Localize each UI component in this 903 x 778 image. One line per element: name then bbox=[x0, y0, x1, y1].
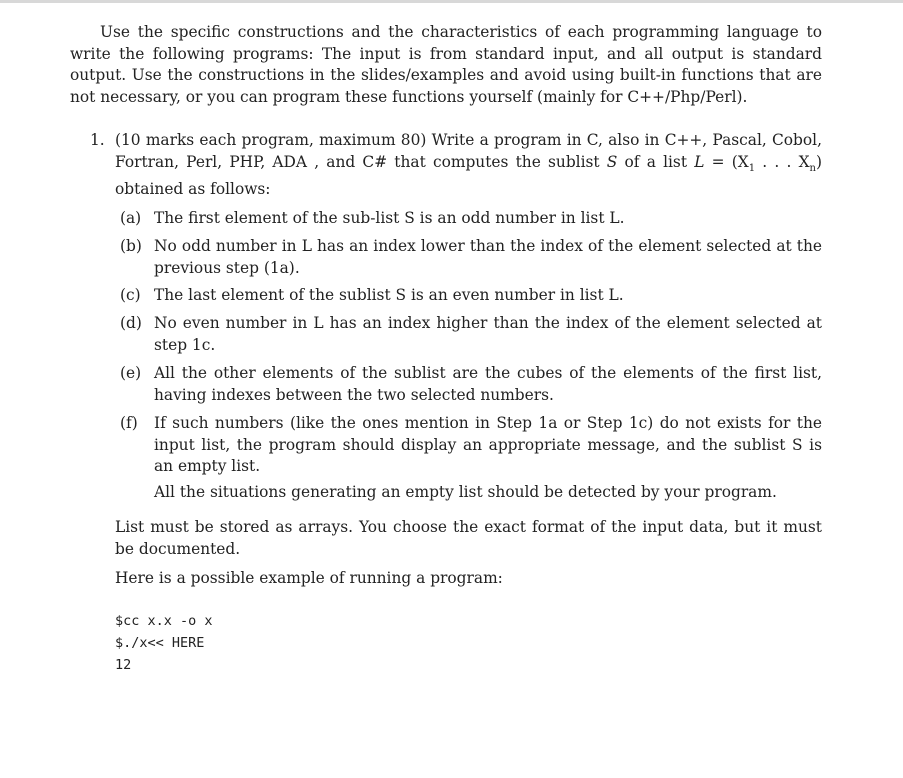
subitem-label: (c) bbox=[120, 286, 141, 304]
subitem-d bbox=[120, 313, 822, 356]
subitem-text: The last element of the sublist S is an even number in list L. bbox=[154, 286, 624, 304]
question-1-text: (10 marks each program, maximum 80) Write a program in C, also in C++, Pascal, Cobol, Fortran, Perl, PHP, ADA , and C# that computes the sublist S of a list $L = (X_1$ . . . $X_n$) obtained as follows: bbox=[115, 131, 822, 199]
subitem-b bbox=[120, 236, 822, 279]
top-border bbox=[0, 0, 903, 3]
subitem-text: If such numbers (like the ones mention in Step 1a or Step 1c) do not exists for the input list, the program should display an appropriate message, and the sublist S is an empty list. bbox=[154, 414, 822, 476]
example-intro: Here is a possible example of running a program: bbox=[115, 569, 503, 587]
subitem-f bbox=[120, 413, 822, 504]
code-line-3: 12 bbox=[115, 657, 132, 673]
subitem-label: (e) bbox=[120, 364, 142, 382]
subitem-label: (a) bbox=[120, 209, 142, 227]
subitem-text: No odd number in L has an index lower than the index of the element selected at the previous step (1a). bbox=[154, 237, 822, 277]
subitem-a bbox=[120, 208, 822, 230]
subitem-label: (f) bbox=[120, 414, 138, 432]
subitem-text: No even number in L has an index higher than the index of the element selected at step 1c. bbox=[154, 314, 822, 354]
subitem-label: (d) bbox=[120, 314, 142, 332]
intro-paragraph: Use the specific constructions and the characteristics of each programming language to write the following programs: The input is from standard input, and all output is standard output. Use the constructions in the slides/examples and avoid using built-in functions that are not necessary, or you can program these functions yourself (mainly for C++/Php/Perl). bbox=[70, 23, 822, 107]
subitem-label: (b) bbox=[120, 237, 142, 255]
question-number: 1. bbox=[90, 131, 105, 149]
code-line-2: $./x<< HERE bbox=[115, 635, 205, 651]
subitem-e bbox=[120, 363, 822, 406]
subitem-c bbox=[120, 285, 822, 307]
arrays-note: List must be stored as arrays. You choose the exact format of the input data, but it must be documented. bbox=[115, 518, 822, 558]
code-line-1: $cc x.x -o x bbox=[115, 613, 213, 629]
empty-list-note: All the situations generating an empty list should be detected by your program. bbox=[154, 483, 777, 502]
subitem-text: The first element of the sub-list S is an odd number in list L. bbox=[154, 209, 625, 227]
subitem-text: All the other elements of the sublist are the cubes of the elements of the first list, having indexes between the two selected numbers. bbox=[154, 364, 822, 404]
question-1 bbox=[88, 130, 822, 201]
